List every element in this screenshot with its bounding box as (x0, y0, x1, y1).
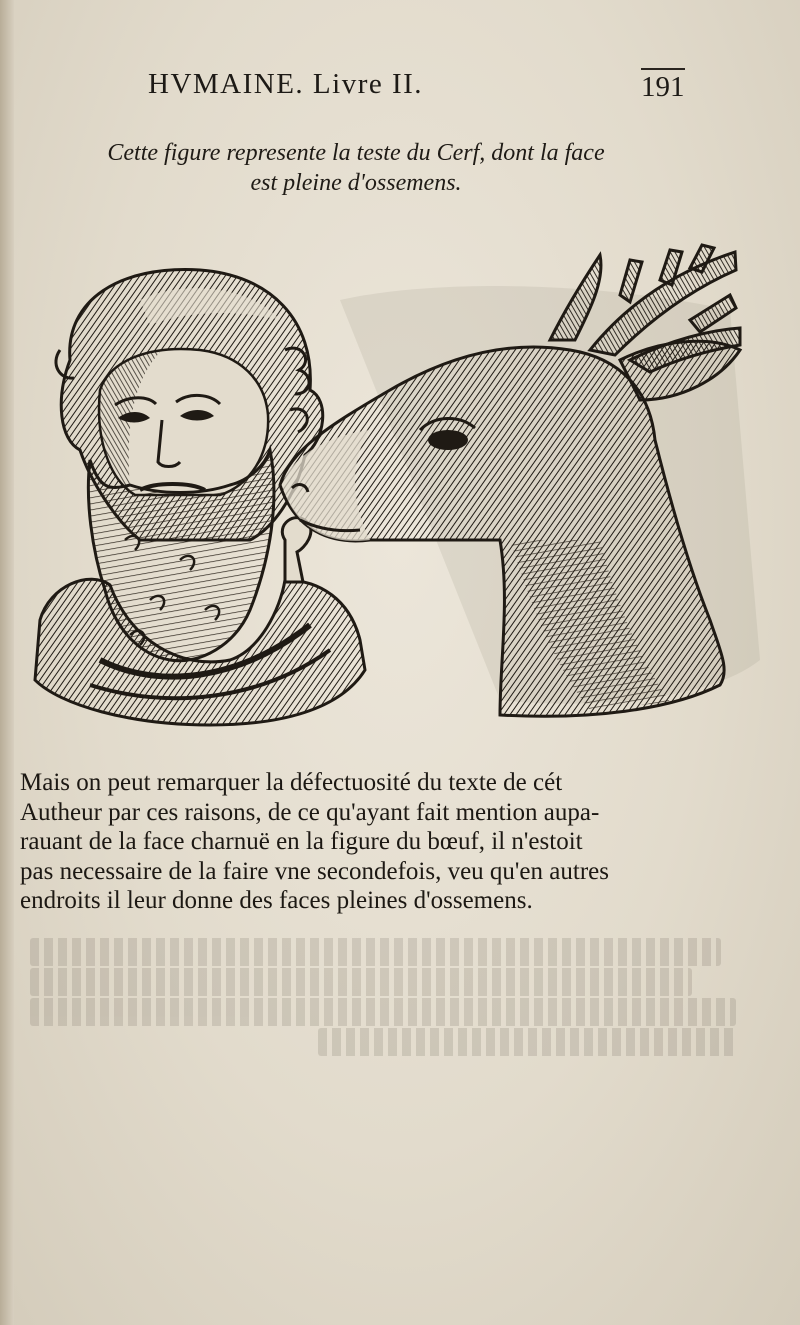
running-title: HVMAINE. Livre II. (148, 68, 424, 100)
text-line: Mais on peut remarquer la défectuosité du texte de cét (20, 769, 563, 796)
woodcut-illustration (30, 240, 770, 730)
caption-line: est pleine d'ossemens. (250, 170, 462, 196)
text-line: pas necessaire de la faire vne secondefois, veu qu'en autres (20, 857, 609, 885)
text-line: rauant de la face charnuë en la figure du bœuf, il n'estoit (20, 828, 583, 855)
figure-caption (56, 138, 656, 198)
bleed-through-text (30, 938, 750, 1078)
page-gutter (0, 0, 14, 1325)
text-line: Autheur par ces raisons, de ce qu'ayant fait mention aupa- (20, 798, 600, 826)
page-number: 191 (641, 68, 685, 102)
body-paragraph (20, 768, 700, 916)
text-line: endroits il leur donne des faces pleines d'ossemens. (20, 887, 533, 914)
caption-line: Cette figure represente la teste du Cerf, dont la face (107, 140, 605, 166)
page-header (0, 68, 800, 108)
